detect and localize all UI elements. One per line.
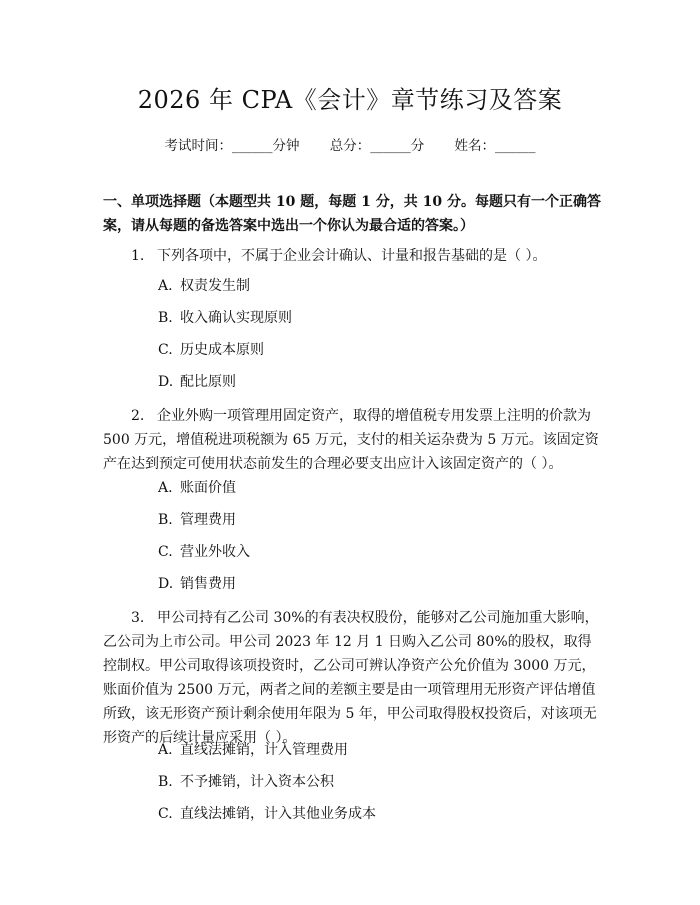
- option-text: 权责发生制: [180, 278, 250, 294]
- option-text: 管理费用: [180, 512, 236, 528]
- question-text: 下列各项中，不属于企业会计确认、计量和报告基础的是（ ）。: [157, 248, 547, 264]
- question-3-option-a: [158, 740, 348, 760]
- question-1-option-d: [158, 372, 236, 392]
- question-2-option-b: [158, 510, 236, 530]
- option-text: 配比原则: [180, 374, 236, 390]
- option-letter: B.: [158, 774, 173, 790]
- option-letter: A.: [158, 278, 173, 294]
- question-1-option-b: [158, 308, 292, 328]
- question-1-option-c: [158, 340, 264, 360]
- question-2-option-c: [158, 542, 250, 562]
- question-1-option-a: [158, 276, 250, 296]
- question-text: 企业外购一项管理用固定资产，取得的增值税专用发票上注明的价款为 500 万元，增值税进项税额为 65 万元，支付的相关运杂费为 5 万元。该固定资产在达到预定可使用状态前发生的合理必要支出应计入该固定资产的（ ）。: [103, 408, 599, 472]
- option-letter: B.: [158, 512, 173, 528]
- option-letter: A.: [158, 742, 173, 758]
- question-3-option-c: [158, 804, 376, 824]
- option-letter: D.: [158, 374, 174, 390]
- option-text: 销售费用: [180, 576, 236, 592]
- section-heading: 一、单项选择题（本题型共 10 题，每题 1 分，共 10 分。每题只有一个正确答案，请从每题的备选答案中选出一个你认为最合适的答案。）: [103, 194, 601, 234]
- question-1: [103, 244, 603, 268]
- option-text: 不予摊销，计入资本公积: [180, 774, 334, 790]
- question-3-option-b: [158, 772, 334, 792]
- page-title: 2026 年 CPA《会计》章节练习及答案: [137, 86, 563, 114]
- question-3: [103, 606, 603, 750]
- option-letter: C.: [158, 544, 173, 560]
- question-2-option-a: [158, 478, 236, 498]
- question-number: 1.: [131, 248, 145, 264]
- question-text: 甲公司持有乙公司 30%的有表决权股份，能够对乙公司施加重大影响，乙公司为上市公司。甲公司 2023 年 12 月 1 日购入乙公司 80%的股权，取得控制权。甲公司取得该项投资时，乙公司可辨认净资产公允价值为 3000 万元，账面价值为 2500 万元，两者之间的差额主要是由一项管理用无形资产评估增值所致，该无形资产预计剩余使用年限为 5 年，甲公司取得股权投资后，对该项无形资产的后续计量应采用（ ）。: [103, 610, 599, 746]
- option-text: 账面价值: [180, 480, 236, 496]
- question-2: [103, 404, 603, 476]
- question-number: 3.: [131, 610, 145, 626]
- option-text: 历史成本原则: [180, 342, 264, 358]
- option-letter: B.: [158, 310, 173, 326]
- option-text: 直线法摊销，计入管理费用: [180, 742, 348, 758]
- exam-meta: [0, 134, 700, 154]
- option-letter: D.: [158, 576, 174, 592]
- option-letter: C.: [158, 806, 173, 822]
- question-2-option-d: [158, 574, 236, 594]
- option-text: 收入确认实现原则: [180, 310, 292, 326]
- total-score-field: 总分：______分: [329, 138, 425, 154]
- exam-time-field: 考试时间：______分钟: [164, 138, 300, 154]
- option-letter: A.: [158, 480, 173, 496]
- option-text: 营业外收入: [180, 544, 250, 560]
- question-number: 2.: [131, 408, 145, 424]
- name-field: 姓名：______: [454, 138, 536, 154]
- option-text: 直线法摊销，计入其他业务成本: [180, 806, 376, 822]
- option-letter: C.: [158, 342, 173, 358]
